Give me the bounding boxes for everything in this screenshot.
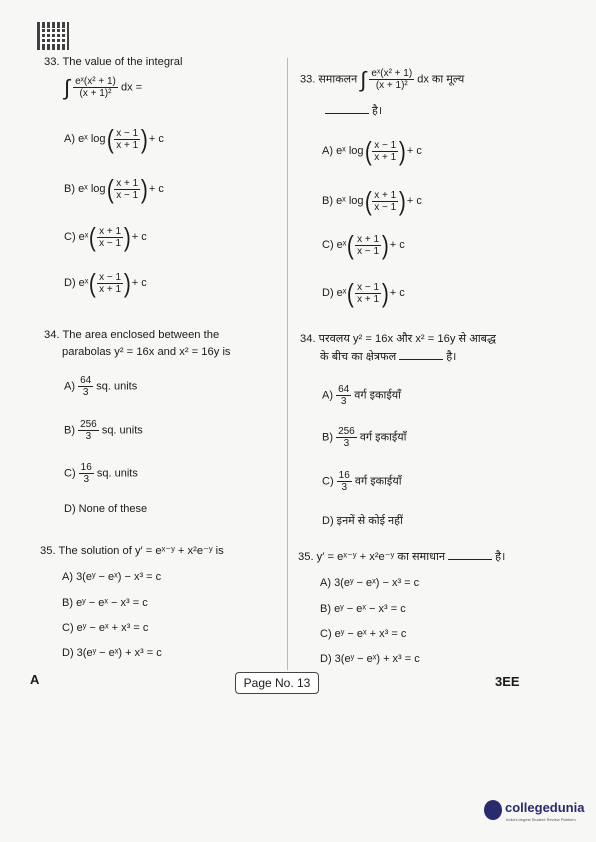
integral-sign: ∫ (64, 74, 71, 100)
column-divider (287, 58, 288, 670)
collegedunia-logo-icon (484, 800, 502, 820)
logo-name: collegedunia (505, 800, 585, 815)
q33-en-integral: ∫ $\frac{\text{eˣ(x² + 1)}}{\text{(x + 1)²}}$ dx = (64, 74, 143, 100)
q35-en-option-a: A) 3(eʸ − eˣ) − x³ = c (62, 571, 162, 583)
q35-hi-option-d: D) 3(eʸ − eˣ) + x³ = c (320, 653, 420, 665)
q35-hi-option-c: C) eʸ − eˣ + x³ = c (320, 628, 407, 640)
q33-hi-option-b: B) eˣ log( $\frac{x + 1}{x - 1}$ )+ c (322, 186, 422, 216)
q34-en-stem-line1: 34. The area enclosed between the (44, 329, 220, 341)
q33-en-stem: 33. The value of the integral (44, 56, 183, 68)
q34-hi-option-b: B) $\frac{256}{3}$ वर्ग इकाईयाँ (322, 426, 407, 449)
q35-en-option-d: D) 3(eʸ − eˣ) + x³ = c (62, 647, 162, 659)
page-number: Page No. 13 (235, 672, 319, 694)
q35-en-option-b: B) eʸ − eˣ − x³ = c (62, 597, 148, 609)
q34-en-option-b: B) $\frac{256}{3}$ sq. units (64, 419, 143, 442)
q33-en-option-a: A) eˣ log( $\frac{x - 1}{x + 1}$ )+ c (64, 124, 164, 154)
q35-hi-option-b: B) eʸ − eˣ − x³ = c (320, 603, 406, 615)
q35-hi-stem: 35. y′ = eˣ⁻ʸ + x²e⁻ʸ का समाधान है। (298, 551, 506, 563)
page-left-marker: A (30, 672, 40, 687)
q34-en-option-a: A) $\frac{64}{3}$ sq. units (64, 375, 138, 398)
q33-hi-end: है। (322, 104, 382, 118)
q33-hi-option-c: C) eˣ( $\frac{x + 1}{x - 1}$ )+ c (322, 230, 405, 260)
paper-code: 3EE (495, 674, 520, 689)
q34-en-option-d: D) None of these (64, 503, 148, 515)
q33-hi-option-d: D) eˣ( $\frac{x - 1}{x + 1}$ )+ c (322, 278, 405, 308)
q34-hi-option-a: A) $\frac{64}{3}$ वर्ग इकाईयाँ (322, 384, 401, 407)
q33-en-option-d: D) eˣ( $\frac{x - 1}{x + 1}$ )+ c (64, 268, 147, 298)
q34-en-option-c: C) $\frac{16}{3}$ sq. units (64, 462, 138, 485)
q33-en-option-c: C) eˣ( $\frac{x + 1}{x - 1}$ )+ c (64, 222, 147, 252)
qr-code (37, 22, 69, 50)
q34-en-stem-line2: parabolas y² = 16x and x² = 16y is (62, 346, 231, 358)
q33-hi-stem: 33. समाकलन ∫ $\frac{\text{eˣ(x² + 1)}}{\text{(x + 1)²}}$ dx का मूल्य (300, 66, 465, 92)
q35-en-stem: 35. The solution of y′ = eˣ⁻ʸ + x²e⁻ʸ is (40, 545, 224, 557)
q34-hi-option-d: D) इनमें से कोई नहीं (322, 515, 403, 527)
q33-hi-option-a: A) eˣ log( $\frac{x - 1}{x + 1}$ )+ c (322, 136, 422, 166)
q34-hi-stem-line1: 34. परवलय y² = 16x और x² = 16y से आबद्ध (300, 333, 496, 345)
logo-tagline: India's largest Student Review Platform (506, 817, 576, 822)
q34-hi-option-c: C) $\frac{16}{3}$ वर्ग इकाईयाँ (322, 470, 402, 493)
q35-en-option-c: C) eʸ − eˣ + x³ = c (62, 622, 149, 634)
q34-hi-stem-line2: के बीच का क्षेत्रफल है। (320, 351, 457, 363)
q35-hi-option-a: A) 3(eʸ − eˣ) − x³ = c (320, 577, 420, 589)
q33-en-option-b: B) eˣ log( $\frac{x + 1}{x - 1}$ )+ c (64, 174, 164, 204)
